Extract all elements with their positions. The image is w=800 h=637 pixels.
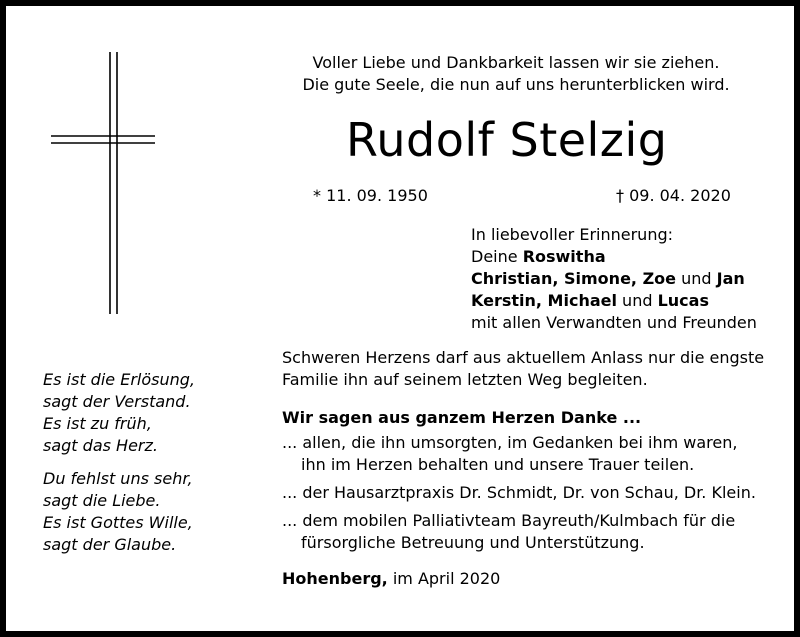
poem-line-1: Es ist die Erlösung,: [43, 370, 195, 389]
place-town: Hohenberg,: [282, 569, 388, 588]
thanks-item-3-line-1: ... dem mobilen Palliativteam Bayreuth/Kulmbach für die: [282, 511, 736, 530]
thanks-item-3-line-2: fürsorgliche Betreuung und Unterstützung.: [301, 533, 645, 552]
place-date: [282, 568, 500, 590]
family-und-2: und: [616, 291, 658, 310]
family-jan: Jan: [716, 269, 745, 288]
thanks-item-1-line-1: ... allen, die ihn umsorgten, im Gedanken bei ihm waren,: [282, 433, 738, 452]
intro-line-2: Die gute Seele, die nun auf uns herunterblicken wird.: [302, 75, 730, 94]
place-date-text: im April 2020: [387, 569, 501, 588]
family-roswitha: Roswitha: [522, 247, 606, 266]
poem-line-4: sagt das Herz.: [43, 436, 158, 455]
family-line-3: [471, 290, 709, 312]
thanks-item-1-line-2: ihn im Herzen behalten und unsere Trauer teilen.: [301, 455, 695, 474]
poem-line-2: sagt der Verstand.: [43, 392, 191, 411]
poem-line-5: Du fehlst uns sehr,: [43, 469, 193, 488]
death-date: † 09. 04. 2020: [616, 186, 731, 205]
thanks-item-2: ... der Hausarztpraxis Dr. Schmidt, Dr. von Schau, Dr. Klein.: [282, 483, 756, 502]
obituary-card: [6, 6, 794, 631]
intro-line-1: Voller Liebe und Dankbarkeit lassen wir sie ziehen.: [312, 53, 720, 72]
notice-line-1: Schweren Herzens darf aus aktuellem Anlass nur die engste: [282, 348, 765, 367]
poem-line-3: Es ist zu früh,: [43, 414, 152, 433]
family-line-1: [471, 246, 606, 268]
family-line-4: mit allen Verwandten und Freunden: [471, 313, 757, 332]
notice-line-2: Familie ihn auf seinem letzten Weg begleiten.: [282, 370, 648, 389]
family-deine: Deine: [471, 247, 523, 266]
thanks-heading: Wir sagen aus ganzem Herzen Danke ...: [282, 408, 642, 427]
birth-date: * 11. 09. 1950: [313, 186, 428, 205]
family-und-1: und: [676, 269, 717, 288]
poem-line-6: sagt die Liebe.: [43, 491, 161, 510]
deceased-name: Rudolf Stelzig: [346, 113, 668, 167]
poem-line-7: Es ist Gottes Wille,: [43, 513, 193, 532]
family-children-2: Kerstin, Michael: [471, 291, 617, 310]
poem-line-8: sagt der Glaube.: [43, 535, 177, 554]
family-heading: In liebevoller Erinnerung:: [471, 225, 673, 244]
family-lucas: Lucas: [657, 291, 709, 310]
family-children-1: Christian, Simone, Zoe: [471, 269, 677, 288]
family-line-2: [471, 268, 745, 290]
